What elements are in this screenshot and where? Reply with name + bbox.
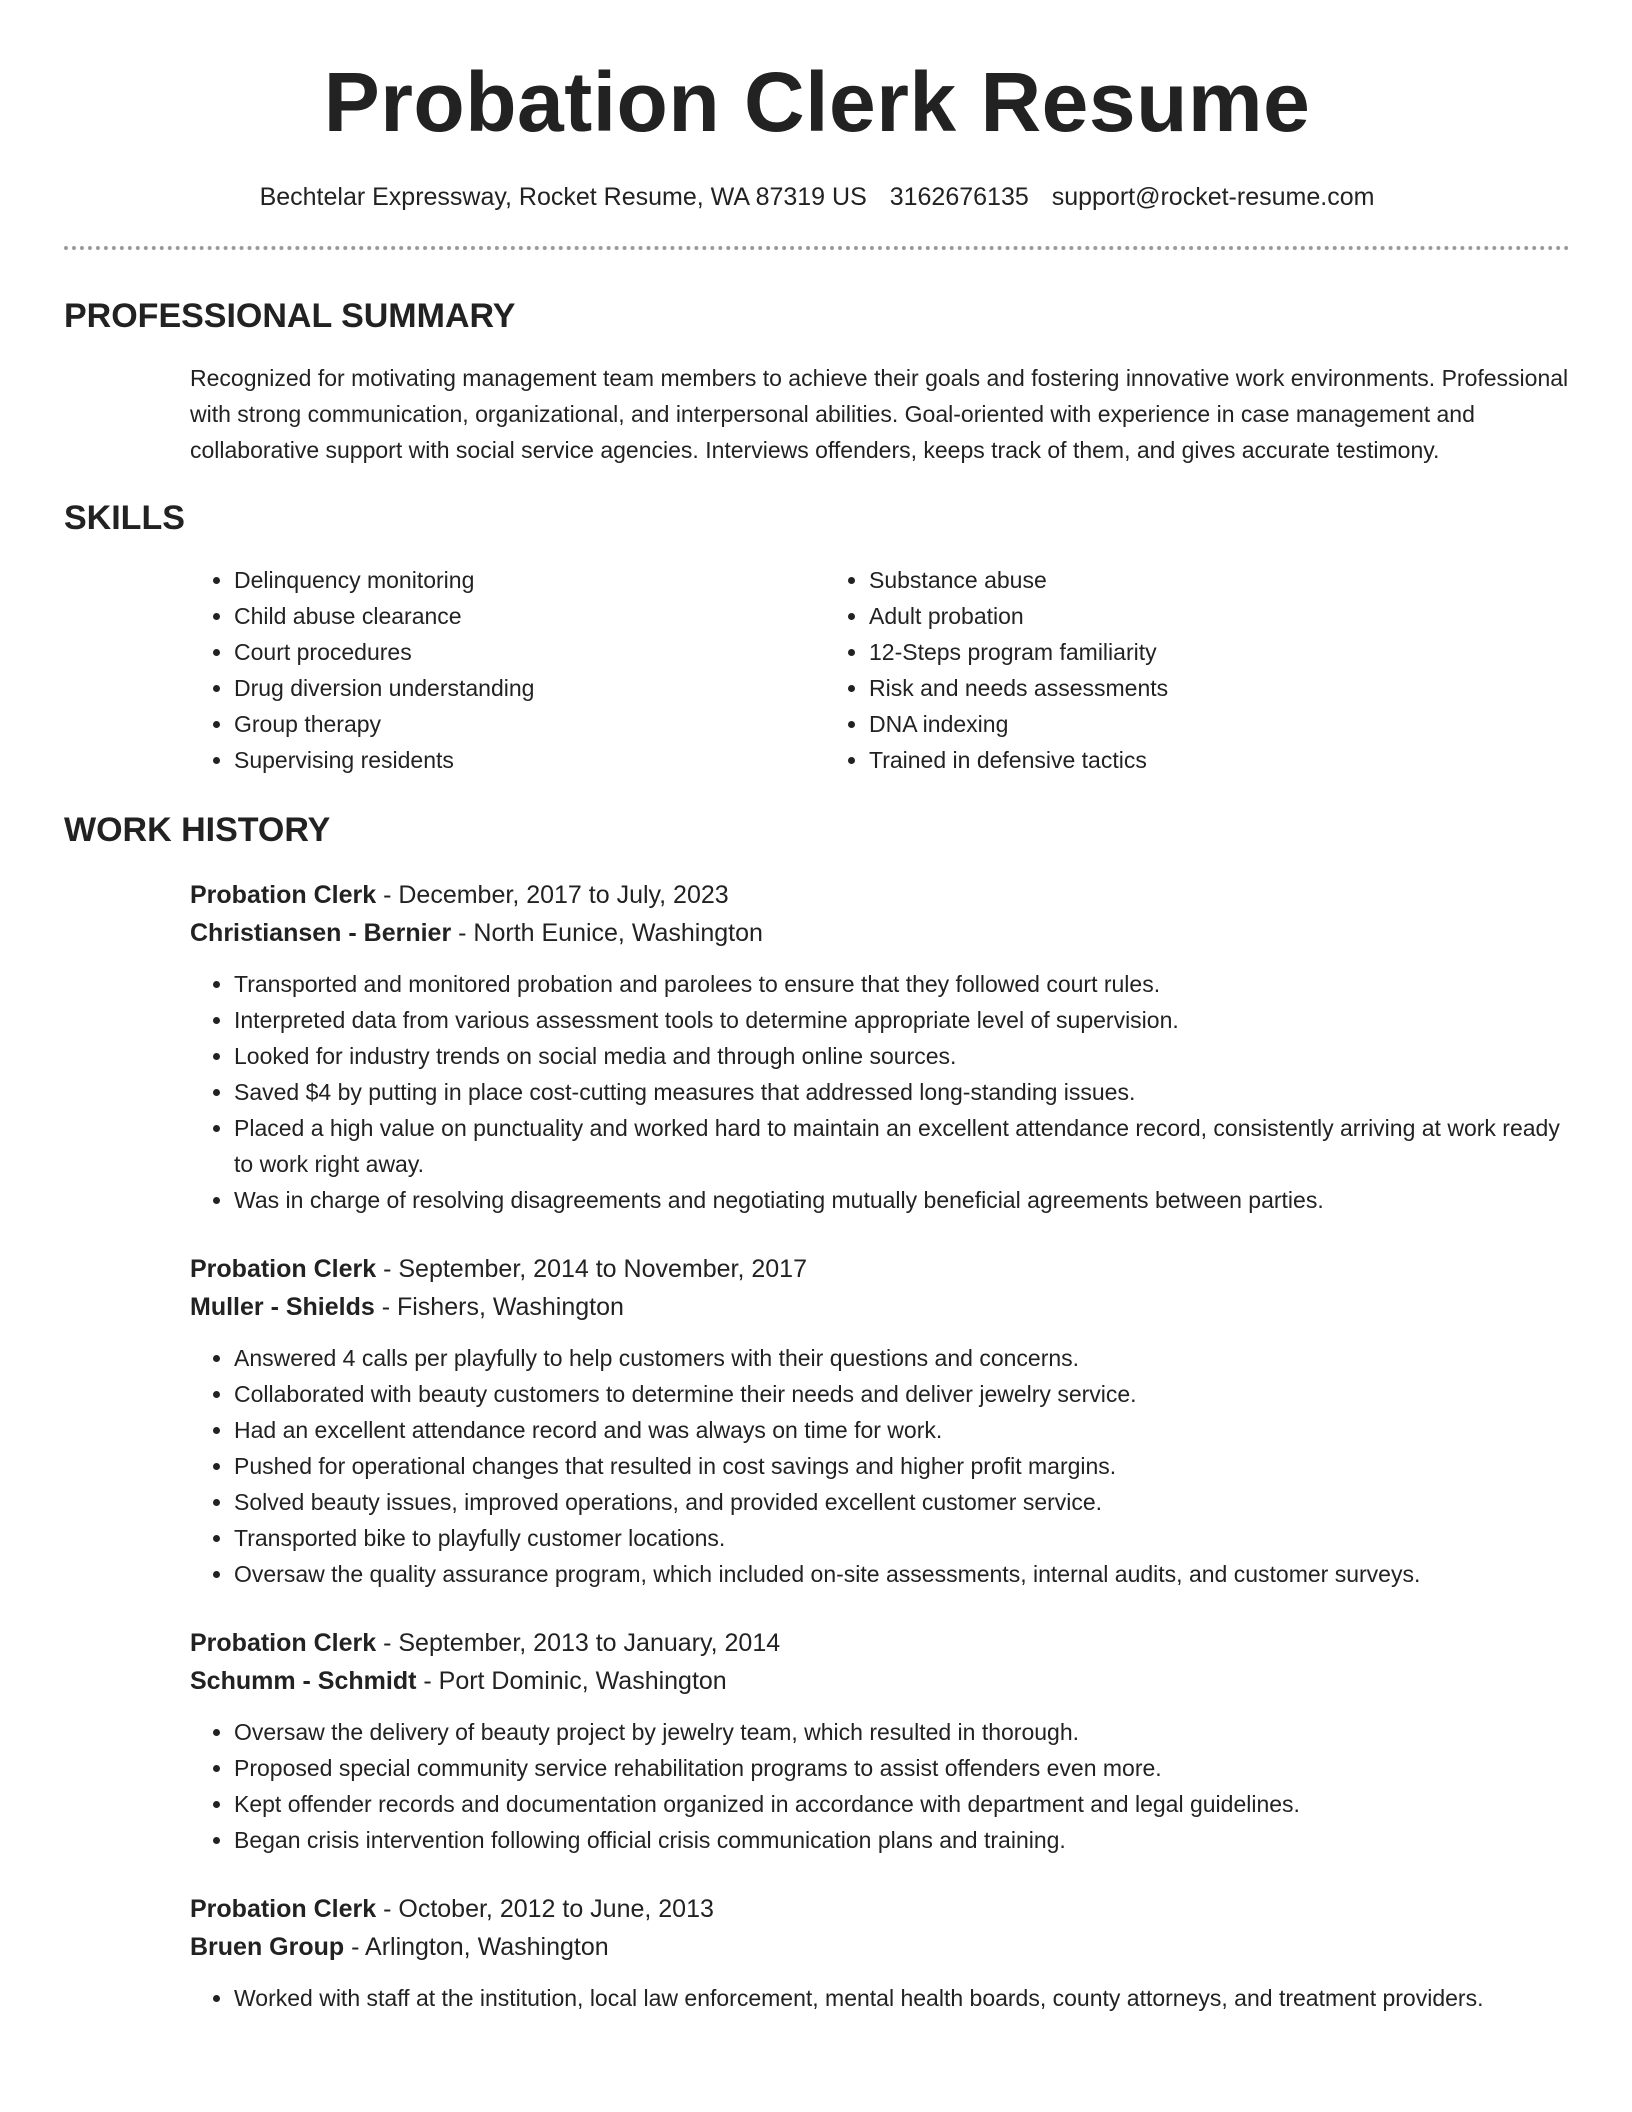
- job-bullet: • Transported bike to playfully customer locations.: [234, 1520, 1570, 1556]
- skills-list-left: [190, 562, 825, 778]
- contact-phone: 3162676135: [889, 183, 1029, 211]
- skill-item: • Substance abuse: [869, 562, 1460, 598]
- job-title-line: Probation Clerk - December, 2017 to July, 2023: [190, 881, 729, 909]
- job-location: Port Dominic, Washington: [438, 1667, 727, 1695]
- skill-item: • Delinquency monitoring: [234, 562, 825, 598]
- job-location: Fishers, Washington: [396, 1293, 624, 1321]
- job-bullet: • Solved beauty issues, improved operations, and provided excellent customer service.: [234, 1484, 1570, 1520]
- job-company: Bruen Group: [190, 1933, 345, 1961]
- contact-email: support@rocket-resume.com: [1051, 183, 1375, 211]
- job-bullet: • Oversaw the delivery of beauty project by jewelry team, which resulted in thorough.: [234, 1714, 1570, 1750]
- job-bullet: • Interpreted data from various assessment tools to determine appropriate level of supervision.: [234, 1002, 1570, 1038]
- skills-grid: [190, 562, 1570, 778]
- skill-item: • Drug diversion understanding: [234, 670, 825, 706]
- skill-item: • Court procedures: [234, 634, 825, 670]
- job-bullet: • Collaborated with beauty customers to determine their needs and deliver jewelry service.: [234, 1376, 1570, 1412]
- job-bullet: • Pushed for operational changes that resulted in cost savings and higher profit margins.: [234, 1448, 1570, 1484]
- skill-item: • Group therapy: [234, 706, 825, 742]
- skill-item: • Supervising residents: [234, 742, 825, 778]
- summary-heading: PROFESSIONAL SUMMARY: [64, 297, 516, 335]
- job-bullets: [190, 966, 1570, 1218]
- job-bullets: [190, 1980, 1570, 2016]
- job-company: Christiansen - Bernier: [190, 919, 452, 947]
- skill-item: • Adult probation: [869, 598, 1460, 634]
- job-bullet: • Began crisis intervention following official crisis communication plans and training.: [234, 1822, 1570, 1858]
- job-bullet: • Proposed special community service rehabilitation programs to assist offenders even more.: [234, 1750, 1570, 1786]
- job-dates: October, 2012 to June, 2013: [398, 1895, 714, 1923]
- skill-item: • Child abuse clearance: [234, 598, 825, 634]
- contact-address: Bechtelar Expressway, Rocket Resume, WA 87319 US: [259, 183, 867, 211]
- job-bullet: • Oversaw the quality assurance program, which included on-site assessments, internal audits, and customer surveys.: [234, 1556, 1570, 1592]
- job-bullets: [190, 1714, 1570, 1858]
- work-history-heading: WORK HISTORY: [64, 811, 331, 849]
- job-location: North Eunice, Washington: [473, 919, 763, 947]
- job-location: Arlington, Washington: [365, 1933, 609, 1961]
- job-title: Probation Clerk: [190, 1255, 377, 1283]
- job-dates: September, 2014 to November, 2017: [398, 1255, 807, 1283]
- summary-text: Recognized for motivating management team members to achieve their goals and fostering innovative work environments. Professional with strong communication, organizational, and interpersonal abilities. Goal-oriented with experience in case management and collaborative support with social service agencies. Interviews offenders, keeps track of them, and gives accurate testimony.: [190, 365, 1569, 463]
- job-company-line: Muller - Shields - Fishers, Washington: [190, 1293, 624, 1321]
- job-bullet: • Looked for industry trends on social media and through online sources.: [234, 1038, 1570, 1074]
- job-dates: September, 2013 to January, 2014: [398, 1629, 781, 1657]
- job-company-line: Bruen Group - Arlington, Washington: [190, 1933, 609, 1961]
- job-company: Schumm - Schmidt: [190, 1667, 417, 1695]
- job-title: Probation Clerk: [190, 1629, 377, 1657]
- contact-line: [64, 180, 1570, 214]
- job-bullet: • Answered 4 calls per playfully to help customers with their questions and concerns.: [234, 1340, 1570, 1376]
- job-bullets: [190, 1340, 1570, 1592]
- job-bullet: • Worked with staff at the institution, local law enforcement, mental health boards, county attorneys, and treatment providers.: [234, 1980, 1570, 2016]
- job-bullet: • Placed a high value on punctuality and worked hard to maintain an excellent attendance record, consistently arriving at work ready to work right away.: [234, 1110, 1570, 1182]
- job-bullet: • Kept offender records and documentation organized in accordance with department and legal guidelines.: [234, 1786, 1570, 1822]
- skill-item: • 12-Steps program familiarity: [869, 634, 1460, 670]
- job-company: Muller - Shields: [190, 1293, 375, 1321]
- skills-heading: SKILLS: [64, 499, 185, 537]
- job-bullet: • Saved $4 by putting in place cost-cutting measures that addressed long-standing issues.: [234, 1074, 1570, 1110]
- job-title: Probation Clerk: [190, 881, 377, 909]
- job-company-line: Christiansen - Bernier - North Eunice, Washington: [190, 919, 763, 947]
- header-divider: [64, 246, 1570, 250]
- job-entry: [190, 876, 1570, 1218]
- job-bullet: • Was in charge of resolving disagreements and negotiating mutually beneficial agreements between parties.: [234, 1182, 1570, 1218]
- skill-item: • Trained in defensive tactics: [869, 742, 1460, 778]
- job-bullet: • Transported and monitored probation and parolees to ensure that they followed court rules.: [234, 966, 1570, 1002]
- job-title-line: Probation Clerk - September, 2014 to November, 2017: [190, 1255, 807, 1283]
- job-title-line: Probation Clerk - October, 2012 to June, 2013: [190, 1895, 714, 1923]
- job-title-line: Probation Clerk - September, 2013 to January, 2014: [190, 1629, 781, 1657]
- job-entry: [190, 1890, 1570, 2016]
- job-bullet: • Had an excellent attendance record and was always on time for work.: [234, 1412, 1570, 1448]
- job-company-line: Schumm - Schmidt - Port Dominic, Washington: [190, 1667, 727, 1695]
- job-title: Probation Clerk: [190, 1895, 377, 1923]
- job-dates: December, 2017 to July, 2023: [398, 881, 729, 909]
- job-entry: [190, 1624, 1570, 1858]
- job-entry: [190, 1250, 1570, 1592]
- skills-list-right: [825, 562, 1460, 778]
- skill-item: • Risk and needs assessments: [869, 670, 1460, 706]
- page-title: Probation Clerk Resume: [323, 55, 1311, 149]
- skill-item: • DNA indexing: [869, 706, 1460, 742]
